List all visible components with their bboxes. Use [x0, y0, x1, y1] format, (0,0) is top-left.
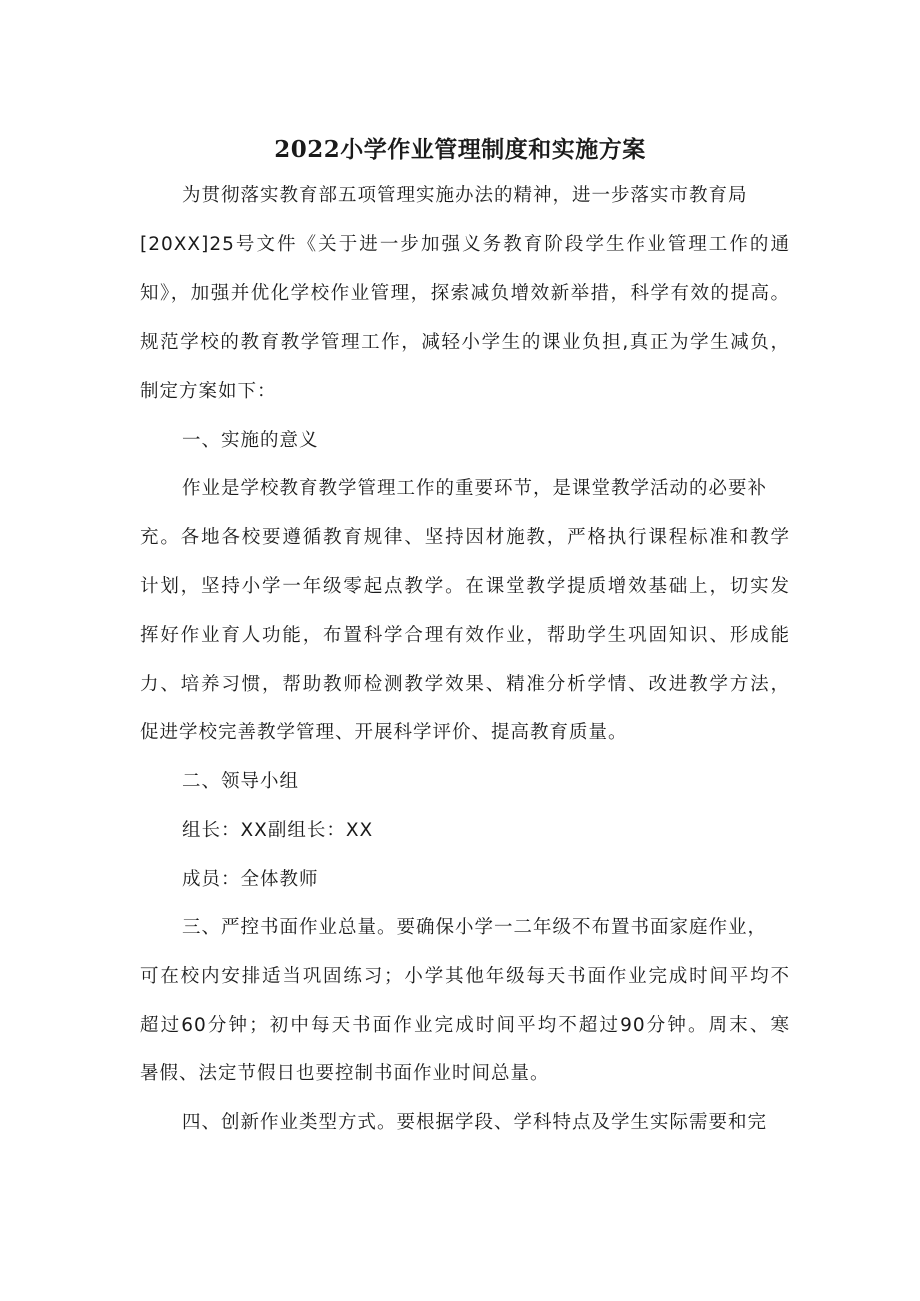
paragraph-line: 超过60分钟；初中每天书面作业完成时间平均不超过90分钟。周末、寒 [140, 1015, 790, 1036]
paragraph-line: 三、严控书面作业总量。要确保小学一二年级不布置书面家庭作业， [182, 917, 768, 938]
paragraph-line: 充。各地各校要遵循教育规律、坚持因材施教，严格执行课程标准和教学 [140, 527, 790, 548]
members-line: 成员：全体教师 [182, 869, 319, 890]
paragraph-line: 知》，加强并优化学校作业管理，探索减负增效新举措，科学有效的提高。 [140, 283, 790, 304]
leader-line: 组长：XX副组长：XX [182, 820, 374, 841]
paragraph-line: 暑假、法定节假日也要控制书面作业时间总量。 [140, 1063, 550, 1084]
section-heading: 二、领导小组 [182, 771, 300, 792]
section-heading: 一、实施的意义 [182, 430, 319, 451]
paragraph-line: 规范学校的教育教学管理工作，减轻小学生的课业负担,真正为学生减负， [140, 332, 790, 353]
paragraph-line: [20XX]25号文件《关于进一步加强义务教育阶段学生作业管理工作的通 [140, 234, 790, 255]
document-title: 2022小学作业管理制度和实施方案 [274, 136, 646, 163]
paragraph-line: 挥好作业育人功能，布置科学合理有效作业，帮助学生巩固知识、形成能 [140, 625, 790, 646]
paragraph-line: 可在校内安排适当巩固练习；小学其他年级每天书面作业完成时间平均不 [140, 966, 790, 987]
paragraph-line: 四、创新作业类型方式。要根据学段、学科特点及学生实际需要和完 [182, 1112, 768, 1133]
paragraph-line: 制定方案如下： [140, 381, 277, 402]
paragraph-line: 力、培养习惯，帮助教师检测教学效果、精准分析学情、改进教学方法， [140, 674, 790, 695]
paragraph-line: 作业是学校教育教学管理工作的重要环节，是课堂教学活动的必要补 [182, 478, 768, 499]
paragraph-line: 计划，坚持小学一年级零起点教学。在课堂教学提质增效基础上，切实发 [140, 576, 790, 597]
paragraph-line: 促进学校完善教学管理、开展科学评价、提高教育质量。 [140, 722, 628, 743]
paragraph-line: 为贯彻落实教育部五项管理实施办法的精神，进一步落实市教育局 [182, 185, 748, 206]
